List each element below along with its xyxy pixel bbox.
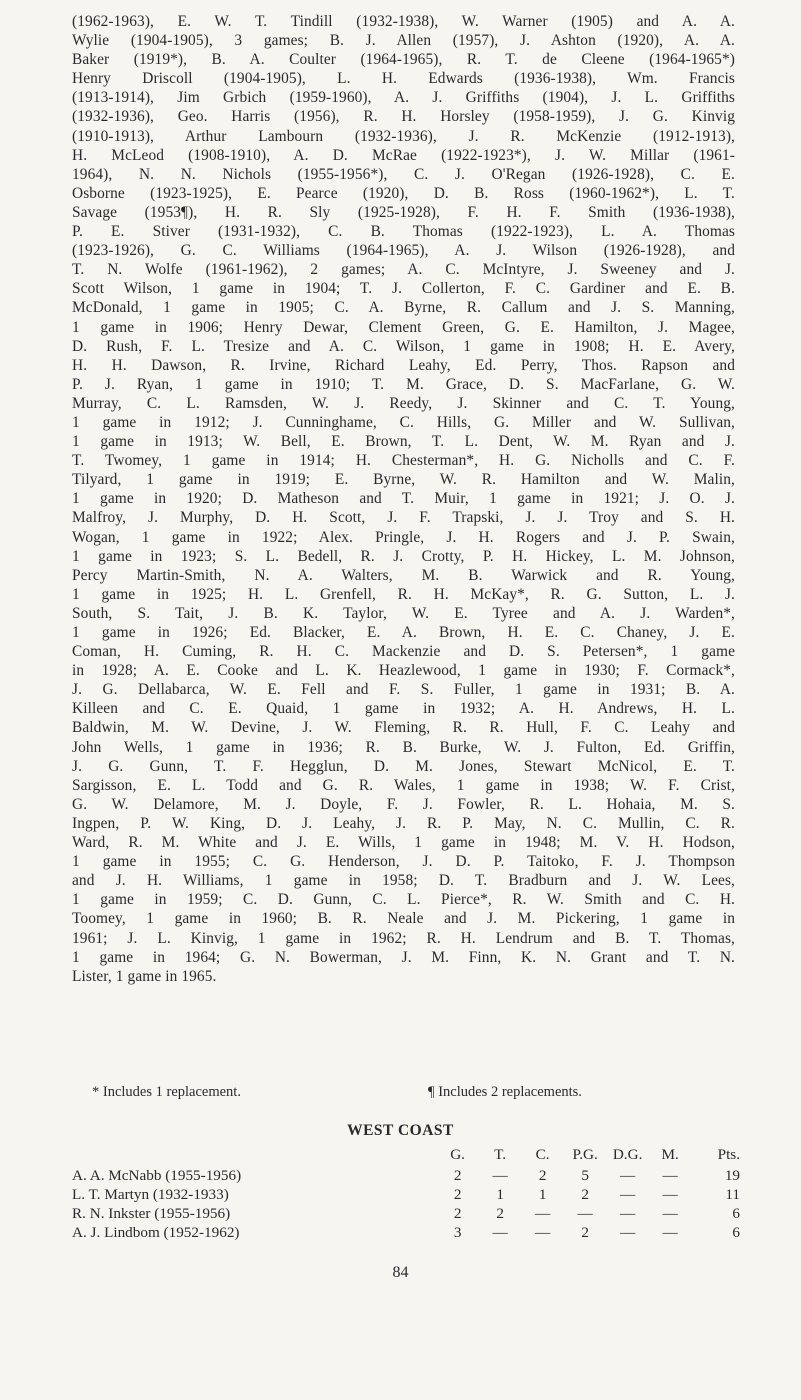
player-name: A. A. McNabb (1955-1956) [72,1166,242,1184]
footnote-single-replacement: * Includes 1 replacement. [92,1084,241,1100]
text-line: 1 game in 1913; W. Bell, E. Brown, T. L. Dent, W. M. Ryan and J. [72,433,735,451]
text-line: and J. H. Williams, 1 game in 1958; D. T. Bradburn and J. W. Lees, [72,872,735,890]
section-title: WEST COAST [347,1122,454,1139]
header-dropped-goals: D.G. [612,1146,643,1163]
text-line: Murray, C. L. Ramsden, W. J. Reedy, J. Skinner and C. T. Young, [72,394,735,412]
stat-cell: 6 [732,1224,740,1242]
text-line: Wogan, 1 game in 1922; Alex. Pringle, J. H. Rogers and J. P. Swain, [72,528,735,546]
stat-cell: — [662,1185,678,1203]
stat-cell: 11 [725,1185,740,1203]
stat-cell: — [662,1224,678,1242]
text-line: Scott Wilson, 1 game in 1904; T. J. Collerton, F. C. Gardiner and E. B. [72,280,735,298]
text-line: Tilyard, 1 game in 1919; E. Byrne, W. R. Hamilton and W. Malin, [72,471,735,489]
text-line: G. W. Delamore, M. J. Doyle, F. J. Fowler, R. L. Hohaia, M. S. [72,795,735,813]
text-line: 1 game in 1964; G. N. Bowerman, J. M. Finn, K. N. Grant and T. N. [72,948,735,966]
table-row [72,1166,740,1185]
stat-cell: 1 [496,1185,504,1203]
stat-cell: — [492,1166,508,1184]
stat-cell: — [535,1224,551,1242]
text-line: 1 game in 1906; Henry Dewar, Clement Green, G. E. Hamilton, J. Magee, [72,318,735,336]
header-name [72,1144,436,1166]
stat-cell: — [620,1166,636,1184]
stat-cell: — [662,1166,678,1184]
text-line: 1961; J. L. Kinvig, 1 game in 1962; R. H. Lendrum and B. T. Thomas, [72,929,735,947]
text-line: Osborne (1923-1925), E. Pearce (1920), D. B. Ross (1960-1962*), L. T. [72,184,735,202]
header-penalty-goals: P.G. [572,1146,598,1163]
text-line: T. N. Wolfe (1961-1962), 2 games; A. C. McIntyre, J. Sweeney and J. [72,261,735,279]
text-line: Coman, H. Cuming, R. H. C. Mackenzie and D. S. Petersen*, 1 game [72,643,735,661]
text-line: in 1928; A. E. Cooke and L. K. Heazlewood, 1 game in 1930; F. Cormack*, [72,662,735,680]
text-line: 1 game in 1926; Ed. Blacker, E. A. Brown, H. E. C. Chaney, J. E. [72,624,735,641]
stat-cell: — [620,1204,636,1222]
stat-cell: 6 [732,1204,740,1222]
stat-cell: 1 [538,1185,547,1203]
text-line: J. G. Dellabarca, W. E. Fell and F. S. Fuller, 1 game in 1931; B. A. [72,681,735,699]
text-line: Killeen and C. E. Quaid, 1 game in 1932; A. H. Andrews, H. L. [72,700,735,718]
player-name: L. T. Martyn (1932-1933) [72,1185,229,1203]
stat-cell: 5 [581,1166,589,1184]
text-line: (1932-1936), Geo. Harris (1956), R. H. Horsley (1958-1959), J. G. Kinvig [72,108,735,126]
stat-cell: 19 [724,1166,740,1184]
text-line: H. McLeod (1908-1910), A. D. McRae (1922-1923*), J. W. Millar (1961- [72,146,735,164]
text-line: D. Rush, F. L. Tresize and A. C. Wilson, 1 game in 1908; H. E. Avery, [72,337,735,355]
text-line: Lister, 1 game in 1965. [72,967,217,985]
stat-cell: 2 [453,1185,462,1203]
text-line: McDonald, 1 game in 1905; C. A. Byrne, R. Callum and J. S. Manning, [72,299,735,317]
text-line: (1962-1963), E. W. T. Tindill (1932-1938), W. Warner (1905) and A. A. [72,13,735,30]
text-line: Henry Driscoll (1904-1905), L. H. Edwards (1936-1938), Wm. Francis [72,70,735,88]
text-line: (1913-1914), Jim Grbich (1959-1960), A. J. Griffiths (1904), J. L. Griffiths [72,89,735,107]
text-line: 1 game in 1959; C. D. Gunn, C. L. Pierce*, R. W. Smith and C. H. [72,891,735,909]
stat-cell: 2 [581,1224,589,1242]
text-line: Savage (1953¶), H. R. Sly (1925-1928), F. H. F. Smith (1936-1938), [72,203,735,221]
text-line: 1 game in 1925; H. L. Grenfell, R. H. McKay*, R. G. Sutton, L. J. [72,585,735,603]
stat-cell: 2 [538,1166,547,1184]
header-games: G. [450,1146,465,1163]
stat-cell: — [620,1185,636,1203]
text-line: 1 game in 1923; S. L. Bedell, R. J. Crotty, P. H. Hickey, L. M. Johnson, [72,547,735,565]
table-row [72,1224,740,1243]
text-line: (1910-1913), Arthur Lambourn (1932-1936), J. R. McKenzie (1912-1913), [72,127,735,145]
stat-cell: — [662,1204,678,1222]
header-tries: T. [494,1146,507,1163]
footnotes [92,1084,582,1101]
stat-cell: 2 [453,1204,462,1222]
body-paragraph [72,12,735,986]
table-row [72,1185,740,1204]
text-line: Baker (1919*), B. A. Coulter (1964-1965), R. T. de Cleene (1964-1965*) [72,51,735,69]
text-line: Toomey, 1 game in 1960; B. R. Neale and J. M. Pickering, 1 game in [72,910,735,928]
text-line: Baldwin, M. W. Devine, J. W. Fleming, R. R. Hull, F. C. Leahy and [72,719,735,737]
table-header-row [72,1144,740,1166]
text-line: P. J. Ryan, 1 game in 1910; T. M. Grace, D. S. MacFarlane, G. W. [72,375,735,393]
text-line: 1964), N. N. Nichols (1955-1956*), C. J. O'Regan (1926-1928), C. E. [72,165,735,183]
text-line: H. H. Dawson, R. Irvine, Richard Leahy, Ed. Perry, Thos. Rapson and [72,356,735,374]
text-line: 1 game in 1955; C. G. Henderson, J. D. P. Taitoko, F. J. Thompson [72,853,735,871]
header-conversions: C. [535,1146,550,1163]
text-line: 1 game in 1920; D. Matheson and T. Muir, 1 game in 1921; J. O. J. [72,490,735,508]
text-line: South, S. Tait, J. B. K. Taylor, W. E. Tyree and A. J. Warden*, [72,604,735,622]
stat-cell: — [535,1204,551,1222]
text-line: Malfroy, J. Murphy, D. H. Scott, J. F. Trapski, J. J. Troy and S. H. [72,509,735,527]
page-number: 84 [392,1264,409,1281]
text-line: 1 game in 1912; J. Cunninghame, C. Hills, G. Miller and W. Sullivan, [72,413,735,431]
header-points: Pts. [717,1146,740,1163]
player-name: R. N. Inkster (1955-1956) [72,1204,231,1222]
table-row [72,1204,740,1223]
stats-table [72,1144,740,1243]
text-line: J. G. Gunn, T. F. Hegglun, D. M. Jones, Stewart McNicol, E. T. [72,757,735,775]
text-line: Sargisson, E. L. Todd and G. R. Wales, 1 game in 1938; W. F. Crist, [72,776,735,794]
text-line: Percy Martin-Smith, N. A. Walters, M. B. Warwick and R. Young, [72,566,735,584]
stat-cell: 2 [453,1166,462,1184]
text-line: Ingpen, P. W. King, D. J. Leahy, J. R. P. May, N. C. Mullin, C. R. [72,814,735,832]
stat-cell: — [577,1204,593,1222]
stat-cell: 2 [581,1185,589,1203]
footnote-double-replacement: ¶ Includes 2 replacements. [428,1084,582,1100]
player-name: A. J. Lindbom (1952-1962) [72,1224,240,1242]
stat-cell: — [492,1224,508,1242]
text-line: Ward, R. M. White and J. E. Wills, 1 game in 1948; M. V. H. Hodson, [72,834,735,852]
stat-cell: — [620,1224,636,1242]
text-line: Wylie (1904-1905), 3 games; B. J. Allen (1957), J. Ashton (1920), A. A. [72,32,735,50]
stat-cell: 2 [496,1204,504,1222]
text-line: P. E. Stiver (1931-1932), C. B. Thomas (1922-1923), L. A. Thomas [72,223,735,241]
stat-cell: 3 [453,1224,462,1242]
header-marks: M. [661,1146,679,1163]
text-line: John Wells, 1 game in 1936; R. B. Burke, W. J. Fulton, Ed. Griffin, [72,738,735,756]
text-line: (1923-1926), G. C. Williams (1964-1965), A. J. Wilson (1926-1928), and [72,242,735,260]
text-line: T. Twomey, 1 game in 1914; H. Chesterman*, H. G. Nicholls and C. F. [72,452,735,470]
